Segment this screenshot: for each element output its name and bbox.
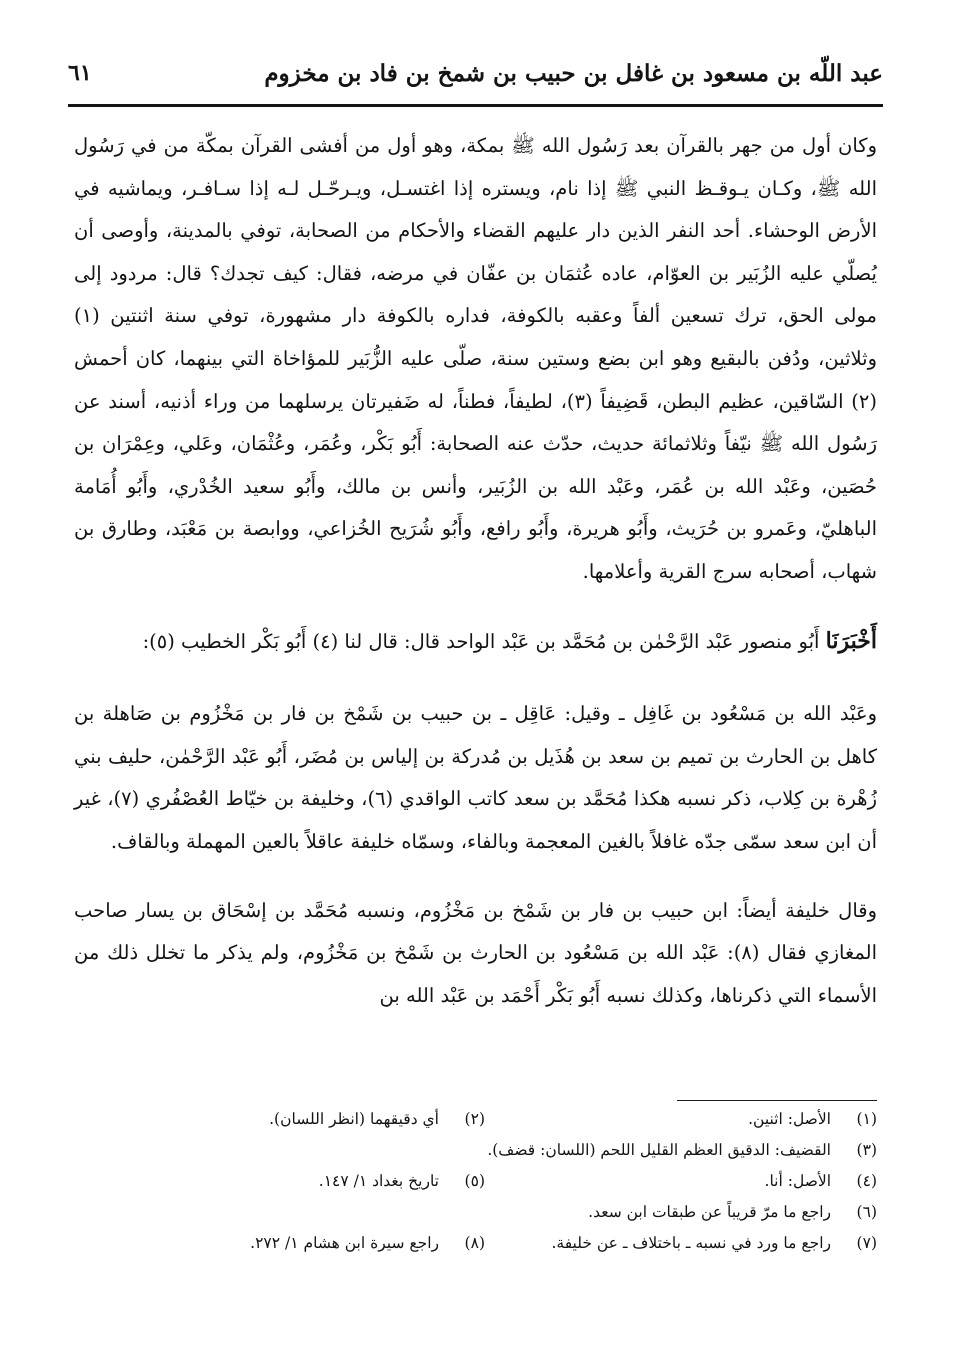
footnotes	[74, 1104, 877, 1259]
footnote-text: راجع ما ورد في نسبه ـ باختلاف ـ عن خليفة.	[551, 1234, 831, 1252]
footnote-number: (٥)	[464, 1172, 485, 1190]
page-header	[68, 52, 883, 107]
paragraph-khalifa: وقال خليفة أيضاً: ابن حبيب بن فار بن شَمْخ بن مَخْزُوم، ونسبه مُحَمَّد بن إسْحَاق بن يسار صاحب المغازي فقال (٨): عَبْد الله بن مَسْعُود بن الحارث بن شَمْخ بن مَخْزُوم، ولم يذكر ما تخلل ذلك من الأسماء التي ذكرناها، وكذلك نسبه أَبُو بَكْر أَحْمَد بن عَبْد الله بن	[74, 898, 878, 1007]
paragraph-biography: وكان أول من جهر بالقرآن بعد رَسُول الله ﷺ بمكة، وهو أول من أفشى القرآن بمكّة من في رَسُول الله ﷺ، وكـان يـوقـظ النبي ﷺ إذا نام، ويستره إذا اغتسـل، ويـرحّـل لـه إذا سـافـر، ويماشيه في الأرض الوحشاء. أحد النفر الذين دار عليهم القضاء والأحكام من الصحابة، توفي بالمدينة، وأوصى أن يُصلّي عليه الزُبَير بن العوّام، عاده عُثمَان بن عفّان في مرضه، فقال: كيف تجدك؟ قال: مردود إلى مولى الحق، ترك تسعين ألفاً وعقبه بالكوفة، فداره بالكوفة دار مشهورة، توفي سنة اثنتين (١) وثلاثين، ودُفن بالبقيع وهو ابن بضع وستين سنة، صلّى عليه الزُّبَير للمؤاخاة التي بينهما، كان أحمش (٢) السّاقين، عظيم البطن، قَضِيفاً (٣)، لطيفاً، فطناً، له ضَفيرتان يرسلهما من وراء أذنيه، أسند عن رَسُول الله ﷺ نيّفاً وثلاثمائة حديث، حدّث عنه الصحابة: أَبُو بَكْر، وعُمَر، وعُثْمَان، وعَلي، وعِمْرَان بن حُصَين، وعَبْد الله بن عُمَر، وعَبْد الله بن الزُبَير، وأنس بن مالك، وأَبُو سعيد الخُدْري، وأَبُو أُمَامة الباهليّ، وعَمرو بن حُرَيث، وأَبُو هريرة، وأَبُو رافع، وأَبُو شُرَيح الخُزاعي، ووابصة بن مَعْبَد، وطارق بن شهاب، أصحابه سرج القرية وأعلامها.	[74, 134, 877, 583]
footnote-text: تاريخ بغداد ١/ ١٤٧.	[318, 1172, 439, 1190]
footnote-number: (٦)	[856, 1203, 877, 1221]
footnote-number: (٨)	[464, 1234, 485, 1252]
isnad-text: أَبُو منصور عَبْد الرَّحْمٰن بن مُحَمَّد بن عَبْد الواحد قال: قال لنا (٤) أَبُو بَكْر الخطيب (٥):	[142, 629, 820, 653]
footnote-8	[74, 1228, 485, 1259]
footnote-text: القضيف: الدقيق العظم القليل اللحم (اللسان: قضف).	[487, 1141, 831, 1159]
footnote-5	[74, 1166, 485, 1197]
running-title: عبد اللّه بن مسعود بن غافل بن حبيب بن شمخ بن فاد بن مخزوم	[264, 60, 883, 87]
page-number: ٦١	[68, 60, 92, 86]
footnote-7	[485, 1228, 877, 1259]
footnote-row	[74, 1135, 877, 1166]
footnote-2	[74, 1104, 485, 1135]
footnote-number: (٤)	[856, 1172, 877, 1190]
footnote-row	[74, 1197, 877, 1228]
footnote-number: (٧)	[856, 1234, 877, 1252]
footnote-text: راجع سيرة ابن هشام ١/ ٢٧٢.	[250, 1234, 439, 1252]
footnote-text: الأصل: اثنين.	[748, 1110, 831, 1128]
footnote-row	[74, 1104, 877, 1135]
footnote-number: (١)	[856, 1110, 877, 1128]
paragraph-lineage: وعَبْد الله بن مَسْعُود بن غَافِل ـ وقيل: عَاقِل ـ بن حبيب بن شَمْخ بن فار بن مَخْزُوم بن صَاهلة بن كاهل بن الحارث بن تميم بن سعد بن هُذَيل بن مُدركة بن إلياس بن مُضَر، أَبُو عَبْد الرَّحْمٰن، حليف بني زُهْرة بن كِلاب، ذكر نسبه هكذا مُحَمَّد بن سعد كاتب الواقدي (٦)، وخليفة بن خيّاط العُصْفُري (٧)، غير أن ابن سعد سمّى جدّه غافلاً بالغين المعجمة وبالفاء، وسمّاه خليفة عاقلاً بالعين المهملة وبالقاف.	[74, 702, 877, 853]
footnote-1	[485, 1104, 877, 1135]
footnote-3	[487, 1135, 877, 1166]
footnote-row	[74, 1166, 877, 1197]
paragraph-isnad	[74, 620, 877, 664]
footnote-number: (٣)	[856, 1141, 877, 1159]
footnote-4	[485, 1166, 877, 1197]
akhbarana-lead: أَخْبَرَنَا	[825, 627, 877, 654]
footnote-number: (٢)	[464, 1110, 485, 1128]
footnote-text: الأصل: أنا.	[764, 1172, 831, 1190]
footnote-separator	[677, 1100, 877, 1101]
footnote-row	[74, 1228, 877, 1259]
footnote-6	[588, 1197, 877, 1228]
footnote-text: أي دقيقهما (انظر اللسان).	[269, 1110, 439, 1128]
main-text	[74, 115, 877, 1017]
footnote-text: راجع ما مرّ قريباً عن طبقات ابن سعد.	[588, 1203, 831, 1221]
